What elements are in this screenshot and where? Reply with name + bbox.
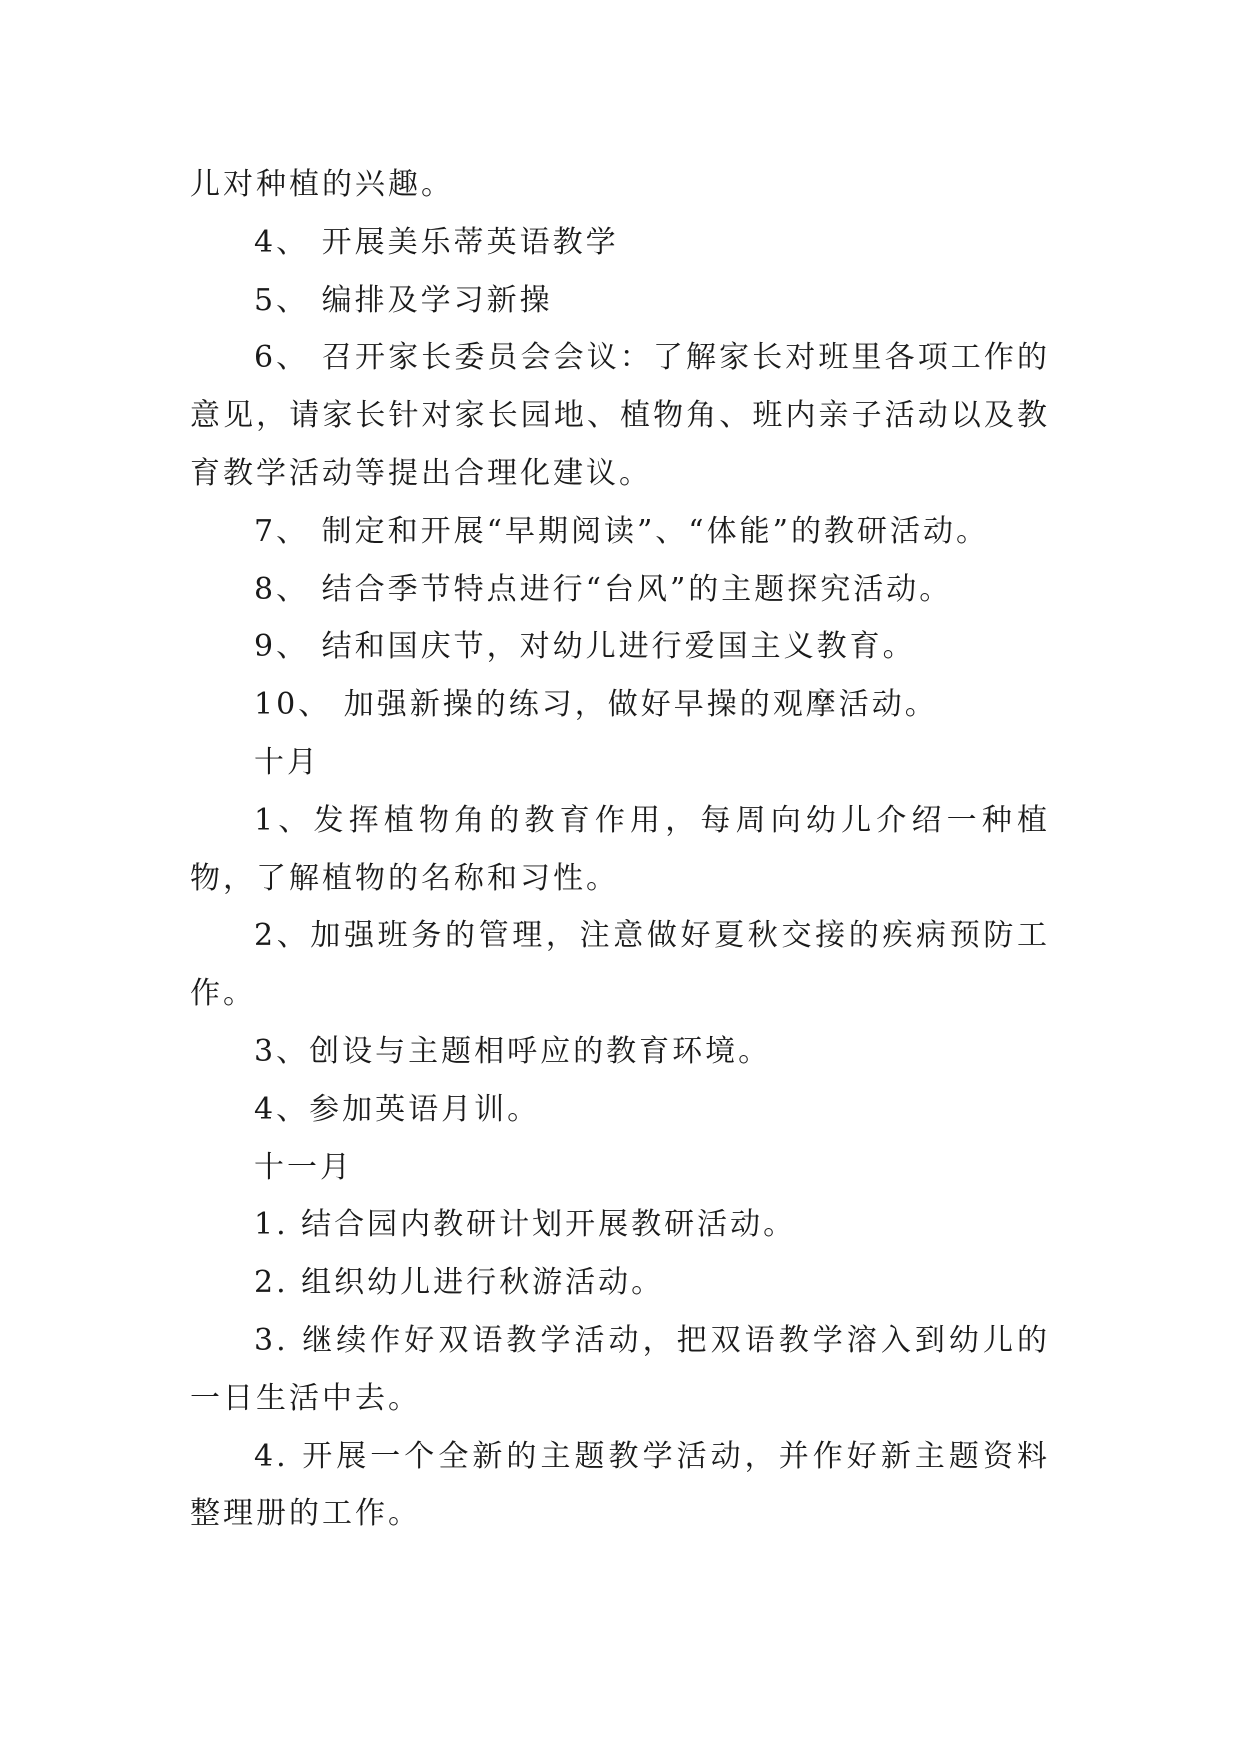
- list-item: 1. 结合园内教研计划开展教研活动。: [254, 1207, 797, 1243]
- list-item: 6、 召开家长委员会会议：了解家长对班里各项工作的意见，请家长针对家长园地、植物角、班内亲子活动以及教育教学活动等提出合理化建议。: [190, 340, 1050, 491]
- list-item: 2. 组织幼儿进行秋游活动。: [254, 1265, 665, 1301]
- list-item: 1、发挥植物角的教育作用，每周向幼儿介绍一种植物，了解植物的名称和习性。: [190, 802, 1050, 896]
- list-item: 8、 结合季节特点进行“台风”的主题探究活动。: [254, 571, 953, 607]
- section-heading-october: 十月: [254, 744, 320, 780]
- list-item: 9、 结和国庆节，对幼儿进行爱国主义教育。: [254, 629, 916, 665]
- list-item: 7、 制定和开展“早期阅读”、“体能”的教研活动。: [254, 513, 989, 549]
- list-item: 4. 开展一个全新的主题教学活动，并作好新主题资料整理册的工作。: [190, 1438, 1050, 1532]
- list-item: 2、加强班务的管理，注意做好夏秋交接的疾病预防工作。: [190, 918, 1050, 1012]
- section-heading-november: 十一月: [254, 1149, 353, 1185]
- document-body: [190, 156, 1050, 1543]
- list-item: 3、创设与主题相呼应的教育环境。: [254, 1033, 772, 1069]
- paragraph: 儿对种植的兴趣。: [190, 167, 454, 202]
- list-item: 4、 开展美乐蒂英语教学: [254, 224, 619, 260]
- list-item: 3. 继续作好双语教学活动，把双语教学溶入到幼儿的一日生活中去。: [190, 1322, 1050, 1416]
- list-item: 4、参加英语月训。: [254, 1091, 541, 1127]
- list-item: 5、 编排及学习新操: [254, 282, 553, 318]
- list-item: 10、 加强新操的练习，做好早操的观摩活动。: [254, 687, 938, 723]
